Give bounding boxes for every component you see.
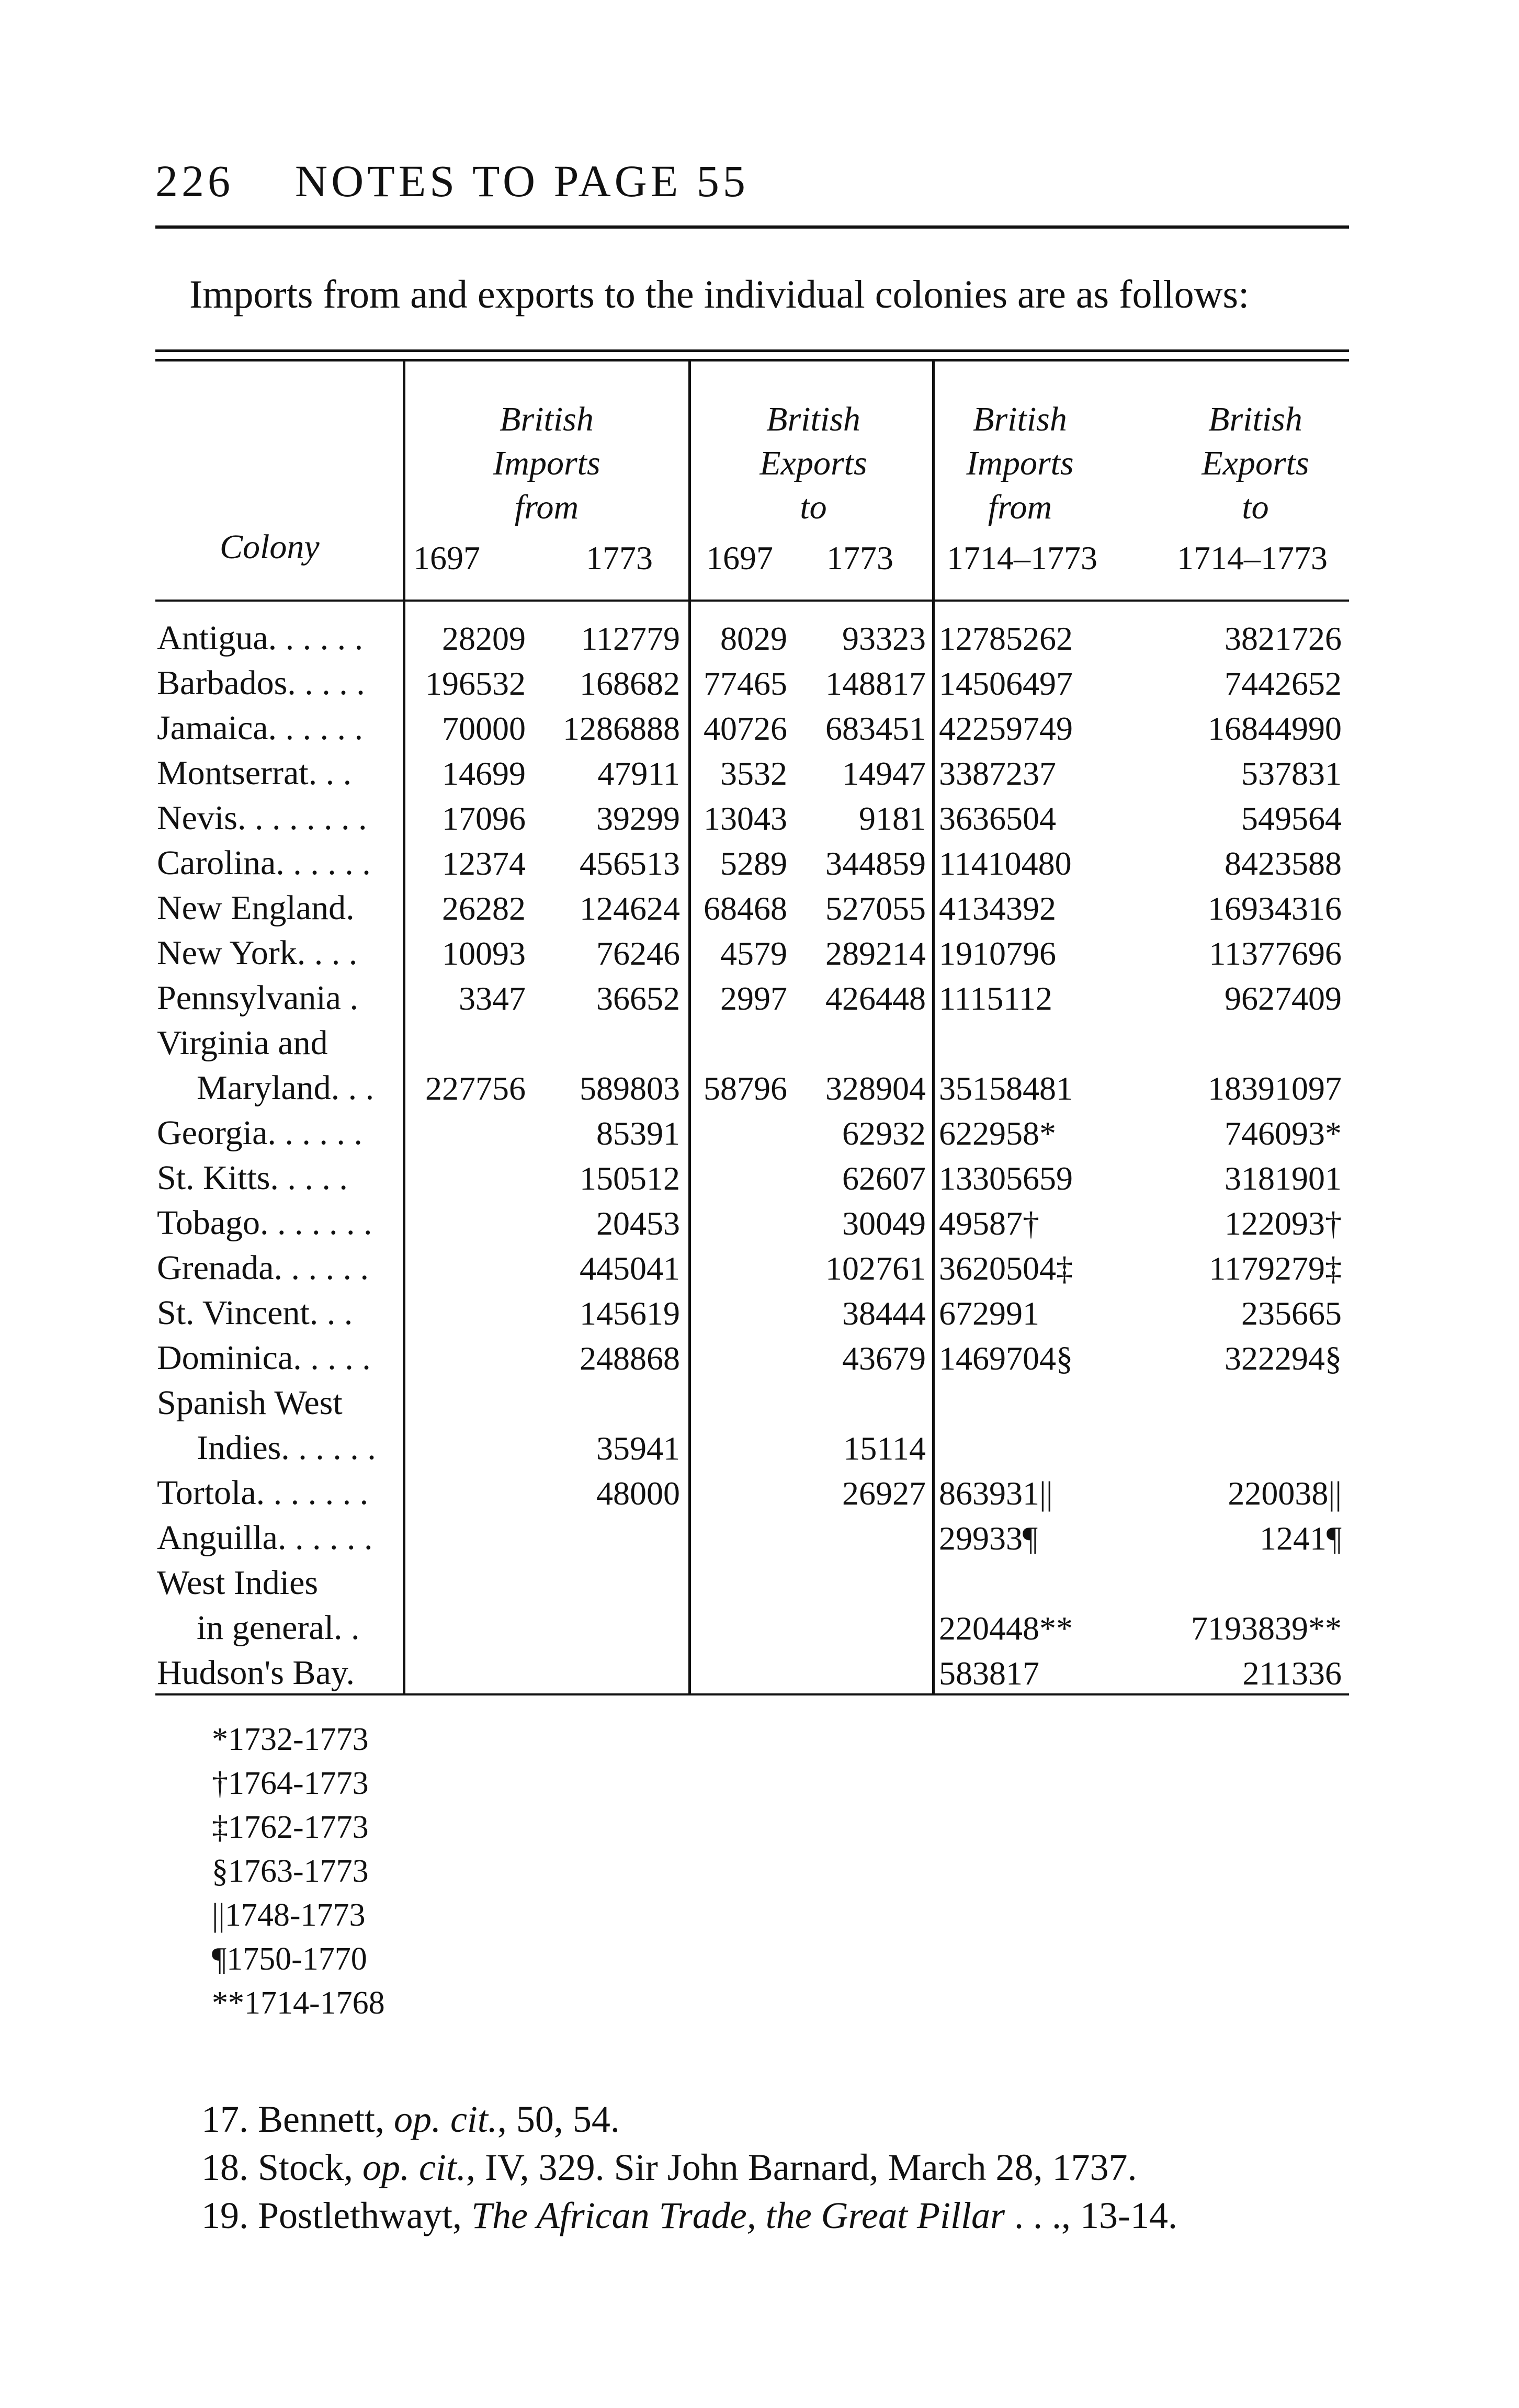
table-cell: 62607 — [842, 1160, 926, 1197]
table-cell: 145619 — [580, 1295, 680, 1332]
row-colony-label: Hudson's Bay. — [157, 1654, 355, 1692]
row-colony-label: Nevis. . . . . . . . — [157, 799, 367, 837]
table-cell: 227756 — [425, 1070, 526, 1107]
table-cell: 85391 — [596, 1115, 680, 1152]
table-cell: 18391097 — [1208, 1070, 1342, 1107]
endnote — [201, 2146, 1137, 2189]
table-cell: 10093 — [442, 935, 526, 972]
table-cell: 8029 — [720, 620, 787, 657]
row-colony-label: Anguilla. . . . . . — [157, 1519, 373, 1557]
footnote-key-item: ||1748-1773 — [212, 1897, 366, 1933]
year-header: 1697 — [706, 539, 773, 576]
table-cell: 58796 — [704, 1070, 787, 1107]
year-header: 1773 — [586, 539, 653, 576]
table-cell: 14947 — [842, 755, 926, 792]
endnote-title: op. cit. — [362, 2146, 466, 2188]
row-colony-label: New York. . . . — [157, 934, 358, 972]
table-cell: 289214 — [825, 935, 926, 972]
table-cell: 220448** — [939, 1610, 1073, 1647]
table-cell: 13043 — [704, 800, 787, 837]
row-colony-label: New England. — [157, 889, 355, 927]
footnote-key-item: *1732-1773 — [212, 1722, 369, 1757]
page-number: 226 — [155, 156, 234, 206]
table-cell: 29933¶ — [939, 1520, 1038, 1557]
table-cell: 9181 — [859, 800, 926, 837]
group-header-imports-1697-1773: British Imports from — [493, 400, 600, 526]
row-colony-label: Carolina. . . . . . — [157, 844, 371, 882]
table-cell: 43679 — [842, 1340, 926, 1377]
table-cell: 9627409 — [1225, 980, 1342, 1017]
table-cell: 42259749 — [939, 710, 1073, 747]
table-cell: 3620504‡ — [939, 1250, 1073, 1287]
table-cell: 1179279‡ — [1209, 1250, 1342, 1287]
table-cell: 26927 — [842, 1475, 926, 1512]
row-colony-label: Tobago. . . . . . . — [157, 1204, 372, 1242]
endnote — [201, 2098, 620, 2141]
table-cell: 622958* — [939, 1115, 1056, 1152]
table-cell: 211336 — [1242, 1655, 1342, 1692]
table-cell: 3821726 — [1225, 620, 1342, 657]
table-cell: 1286888 — [563, 710, 680, 747]
table-cell: 168682 — [580, 665, 680, 702]
table-cell: 5289 — [720, 845, 787, 882]
group-header-exports-1697-1773: British Exports to — [760, 400, 867, 526]
table-cell: 16934316 — [1208, 890, 1342, 927]
endnote-text: , IV, 329. Sir John Barnard, March 28, 1737. — [466, 2146, 1137, 2188]
row-colony-label: Spanish West — [157, 1384, 343, 1422]
table-cell: 77465 — [704, 665, 787, 702]
table-cell: 1115112 — [939, 980, 1052, 1017]
table-cell: 7193839** — [1191, 1610, 1342, 1647]
table-cell: 11377696 — [1209, 935, 1342, 972]
table-cell: 4579 — [720, 935, 787, 972]
endnote-text: 18. — [201, 2146, 248, 2188]
intro-sentence: Imports from and exports to the individual colonies are as follows: — [189, 273, 1250, 316]
endnote-text: . . ., 13-14. — [1005, 2195, 1177, 2236]
table-cell: 35158481 — [939, 1070, 1073, 1107]
table-cell: 36652 — [596, 980, 680, 1017]
row-colony-label: Grenada. . . . . . — [157, 1249, 369, 1287]
endnote-text: Postlethwayt, — [258, 2195, 471, 2236]
table-cell: 549564 — [1241, 800, 1342, 837]
row-colony-label: Tortola. . . . . . . — [157, 1474, 369, 1512]
table-cell: 583817 — [939, 1655, 1039, 1692]
table-cell: 344859 — [825, 845, 926, 882]
row-colony-label: Pennsylvania . — [157, 979, 358, 1017]
column-rule — [688, 361, 691, 1693]
head-rule — [155, 225, 1349, 229]
table-cell: 12374 — [442, 845, 526, 882]
table-cell: 683451 — [825, 710, 926, 747]
group-header-exports-1714-1773: British Exports to — [1201, 400, 1309, 526]
table-cell: 28209 — [442, 620, 526, 657]
table-cell: 68468 — [704, 890, 787, 927]
table-cell: 14506497 — [939, 665, 1073, 702]
table-top-rule — [155, 349, 1349, 352]
table-cell: 4134392 — [939, 890, 1056, 927]
table-cell: 49587† — [939, 1205, 1039, 1242]
table-cell: 1241¶ — [1260, 1520, 1342, 1557]
table-cell: 148817 — [825, 665, 926, 702]
row-colony-label: Indies. . . . . . — [197, 1429, 376, 1467]
year-header: 1697 — [413, 539, 480, 576]
table-cell: 196532 — [425, 665, 526, 702]
running-title: NOTES TO PAGE 55 — [295, 156, 749, 206]
table-cell: 12785262 — [939, 620, 1073, 657]
table-cell: 17096 — [442, 800, 526, 837]
table-cell: 76246 — [596, 935, 680, 972]
table-cell: 3636504 — [939, 800, 1056, 837]
year-header: 1773 — [826, 539, 893, 576]
row-colony-label: Barbados. . . . . — [157, 664, 365, 702]
table-cell: 48000 — [596, 1475, 680, 1512]
table-cell: 2997 — [720, 980, 787, 1017]
table-cell: 322294§ — [1225, 1340, 1342, 1377]
footnote-key-item: ‡1762-1773 — [212, 1810, 369, 1845]
table-cell: 124624 — [580, 890, 680, 927]
row-colony-label: Virginia and — [157, 1024, 328, 1062]
column-rule — [932, 361, 935, 1693]
table-cell: 14699 — [442, 755, 526, 792]
table-cell: 122093† — [1225, 1205, 1342, 1242]
table-cell: 20453 — [596, 1205, 680, 1242]
table-top-rule-inner — [155, 359, 1349, 361]
row-colony-label: Maryland. . . — [197, 1069, 375, 1107]
table-cell: 1469704§ — [939, 1340, 1073, 1377]
table-cell: 8423588 — [1225, 845, 1342, 882]
table-cell: 3181901 — [1225, 1160, 1342, 1197]
column-rule — [403, 361, 405, 1693]
table-cell: 13305659 — [939, 1160, 1073, 1197]
table-cell: 1910796 — [939, 935, 1056, 972]
table-cell: 220038|| — [1228, 1475, 1342, 1512]
table-cell: 39299 — [596, 800, 680, 837]
table-cell: 746093* — [1225, 1115, 1342, 1152]
table-cell: 527055 — [825, 890, 926, 927]
table-cell: 537831 — [1241, 755, 1342, 792]
footnote-key-item: ¶1750-1770 — [212, 1941, 367, 1977]
table-cell: 7442652 — [1225, 665, 1342, 702]
table-cell: 3387237 — [939, 755, 1056, 792]
row-colony-label: Montserrat. . . — [157, 754, 352, 792]
table-cell: 40726 — [704, 710, 787, 747]
table-cell: 11410480 — [939, 845, 1072, 882]
table-cell: 38444 — [842, 1295, 926, 1332]
footnote-key-item: **1714-1768 — [212, 1985, 385, 2021]
year-header: 1714–1773 — [947, 539, 1097, 576]
footnote-key-item: §1763-1773 — [212, 1853, 369, 1889]
running-head — [155, 155, 749, 207]
table-cell: 102761 — [825, 1250, 926, 1287]
table-cell: 62932 — [842, 1115, 926, 1152]
table-cell: 3347 — [459, 980, 526, 1017]
endnote-title: op. cit. — [393, 2098, 497, 2140]
table-cell: 328904 — [825, 1070, 926, 1107]
table-cell: 863931|| — [939, 1475, 1053, 1512]
row-colony-label: West Indies — [157, 1564, 319, 1602]
endnote-text: 19. — [201, 2195, 248, 2236]
colony-header: Colony — [220, 528, 320, 566]
table-cell: 30049 — [842, 1205, 926, 1242]
row-colony-label: in general. . — [197, 1609, 360, 1647]
table-cell: 426448 — [825, 980, 926, 1017]
table-cell: 16844990 — [1208, 710, 1342, 747]
table-cell: 70000 — [442, 710, 526, 747]
group-header-imports-1714-1773: British Imports from — [966, 400, 1074, 526]
table-cell: 456513 — [580, 845, 680, 882]
table-cell: 112779 — [581, 620, 680, 657]
endnote-title: The African Trade, the Great Pillar — [471, 2195, 1005, 2236]
year-header: 1714–1773 — [1177, 539, 1328, 576]
table-header-rule — [155, 600, 1349, 602]
table-cell: 15114 — [843, 1430, 926, 1467]
row-colony-label: Antigua. . . . . . — [157, 619, 364, 657]
table-cell: 235665 — [1241, 1295, 1342, 1332]
table-bottom-rule — [155, 1693, 1349, 1695]
endnote-text: Bennett, — [258, 2098, 394, 2140]
endnote-text: Stock, — [258, 2146, 363, 2188]
table-cell: 672991 — [939, 1295, 1039, 1332]
footnote-key-item: †1764-1773 — [212, 1766, 369, 1801]
table-cell: 589803 — [580, 1070, 680, 1107]
row-colony-label: Georgia. . . . . . — [157, 1114, 362, 1152]
endnote — [201, 2194, 1177, 2237]
table-cell: 3532 — [720, 755, 787, 792]
row-colony-label: St. Vincent. . . — [157, 1294, 353, 1332]
table-cell: 35941 — [596, 1430, 680, 1467]
endnote-text: , 50, 54. — [497, 2098, 620, 2140]
table-cell: 93323 — [842, 620, 926, 657]
table-cell: 150512 — [580, 1160, 680, 1197]
table-cell: 445041 — [580, 1250, 680, 1287]
table-cell: 248868 — [580, 1340, 680, 1377]
table-cell: 26282 — [442, 890, 526, 927]
table-cell: 47911 — [597, 755, 680, 792]
row-colony-label: Dominica. . . . . — [157, 1339, 371, 1377]
row-colony-label: St. Kitts. . . . . — [157, 1159, 348, 1197]
endnote-text: 17. — [201, 2098, 248, 2140]
row-colony-label: Jamaica. . . . . . — [157, 709, 364, 747]
